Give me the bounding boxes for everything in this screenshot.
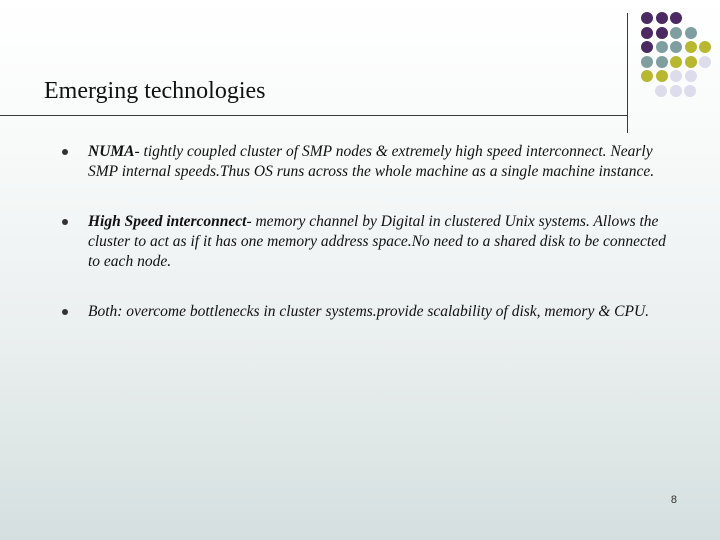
bullet-lead: High Speed interconnect (88, 213, 247, 230)
decorative-dot (685, 27, 697, 39)
decorative-dot (684, 85, 696, 97)
decorative-dot (670, 70, 682, 82)
decorative-dot (656, 70, 668, 82)
bullet-icon (62, 219, 68, 225)
bullet-icon (62, 309, 68, 315)
decorative-dot (670, 12, 682, 24)
decorative-dot (641, 12, 653, 24)
decorative-dot (670, 56, 682, 68)
decorative-dot (670, 41, 682, 53)
slide-title: Emerging technologies (44, 78, 266, 104)
decorative-dot (685, 70, 697, 82)
decorative-dot (656, 41, 668, 53)
bullet-item-high-speed-interconnect (62, 212, 672, 272)
decorative-dot (656, 12, 668, 24)
decorative-dot (656, 56, 668, 68)
bullet-icon (62, 149, 68, 155)
bullet-text: - tightly coupled cluster of SMP nodes & extremely high speed interconnect. Nearly SMP internal speeds.Thus OS runs across the whole machine as a single machine instance. (88, 143, 655, 180)
decorative-dot (641, 41, 653, 53)
decorative-dot (670, 27, 682, 39)
bullet-text: - memory channel by Digital in clustered Unix systems. Allows the cluster to act as if it has one memory address space.No need to a shared disk to be connected to each node. (88, 213, 666, 270)
decorative-dot (641, 27, 653, 39)
page-number: 8 (670, 494, 677, 506)
decorative-dot (656, 27, 668, 39)
bullet-list (62, 142, 672, 322)
title-underline (0, 115, 627, 116)
decorative-dot (641, 70, 653, 82)
bullet-item-numa (62, 142, 672, 182)
bullet-item-both (62, 302, 672, 322)
decorative-dot (670, 85, 682, 97)
decorative-dot (685, 56, 697, 68)
bullet-lead: NUMA (88, 143, 135, 160)
bullet-text: Both: overcome bottlenecks in cluster systems.provide scalability of disk, memory & CPU. (88, 303, 650, 320)
decorative-dot (685, 41, 697, 53)
decorative-dot (699, 56, 711, 68)
decorative-dot (699, 41, 711, 53)
vertical-divider (627, 13, 628, 133)
decorative-dot (655, 85, 667, 97)
decorative-dot (641, 56, 653, 68)
